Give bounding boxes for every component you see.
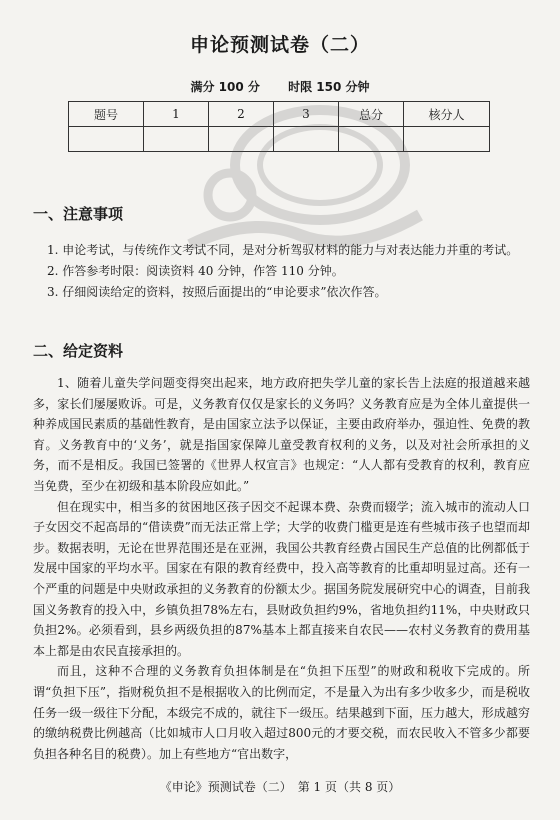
table-cell: [69, 127, 144, 152]
table-cell: [274, 127, 339, 152]
full-score: 满分 100 分: [190, 80, 260, 94]
note-item: 3. 仔细阅读给定的资料，按照后面提出的“申论要求”依次作答。: [47, 285, 387, 299]
notes-list: [33, 240, 528, 303]
table-cell: [209, 127, 274, 152]
table-header-cell: 1: [144, 102, 209, 127]
score-table: [68, 101, 490, 152]
material-paragraph: 但在现实中，相当多的贫困地区孩子因交不起课本费、杂费而辍学；流入城市的流动人口子女因交不起高昂的“借读费”而无法正常上学；大学的收费门槛更是连有些城市孩子也望而却步。数据表明，无论在世界范围还是在亚洲，我国公共教育经费占国民生产总值的比例都低于发展中国家的平均水平。国家在有限的教育经费中，投入高等教育的比重却明显过高。还有一个严重的问题是中央财政承担的义务教育的份额太少。据国务院发展研究中心的调查，目前我国义务教育的投入中，乡镇负担78%左右，县财政负担约9%，省地负担约11%，中央财政只负担2%。必须看到，县乡两级负担的87%基本上都直接来自农民——农村义务教育的费用基本上都是由农民直接承担的。: [33, 499, 530, 658]
materials-body: [33, 373, 530, 764]
exam-meta: [0, 78, 560, 95]
table-cell: [404, 127, 490, 152]
table-header-cell: 总分: [339, 102, 404, 127]
time-limit: 时限 150 分钟: [288, 80, 370, 94]
table-header-cell: 核分人: [404, 102, 490, 127]
table-header-cell: 2: [209, 102, 274, 127]
page-footer: 《申论》预测试卷（二） 第 1 页（共 8 页）: [159, 780, 401, 794]
table-cell: [339, 127, 404, 152]
note-item: 1. 申论考试，与传统作文考试不同，是对分析驾驭材料的能力与对表达能力并重的考试。: [47, 243, 519, 257]
section-heading-materials: 二、给定资料: [33, 342, 124, 360]
section-heading-notes: 一、注意事项: [33, 205, 124, 223]
table-header-cell: 3: [274, 102, 339, 127]
page-title: 申论预测试卷（二）: [189, 34, 370, 56]
score-table-header: [69, 102, 490, 127]
score-table-row: [69, 127, 490, 152]
note-item: 2. 作答参考时限：阅读资料 40 分钟，作答 110 分钟。: [47, 264, 344, 278]
material-paragraph: 1、随着儿童失学问题变得突出起来，地方政府把失学儿童的家长告上法庭的报道越来越多，家长们屡屡败诉。可是，义务教育仅仅是家长的义务吗？义务教育应是为全体儿童提供一种养成国民素质的基础性教育，是由国家立法予以保证，主要由政府举办，强迫性、免费的教育。义务教育中的‘义务’，就是指国家保障儿童受教育权利的义务，以及对社会所承担的义务，而不是相反。我国已签署的《世界人权宣言》也规定：“人人都有受教育的权利，教育应当免费，至少在初级和基本阶段应如此。”: [33, 376, 530, 493]
table-cell: [144, 127, 209, 152]
table-header-cell: 题号: [69, 102, 144, 127]
material-paragraph: 而且，这种不合理的义务教育负担体制是在“负担下压型”的财政和税收下完成的。所谓“负担下压”，指财税负担不是根据收入的比例而定，不是量入为出有多少收多少，而是税收任务一级一级往下分配，本级完不成的，就往下一级压。结果越到下面，压力越大，形成越穷的缴纳税费比例越高（比如城市人口月收入超过800元的才要交税，而农民收入不管多少都要负担各种名目的税费）。加上有些地方“官出数字，: [33, 664, 530, 761]
